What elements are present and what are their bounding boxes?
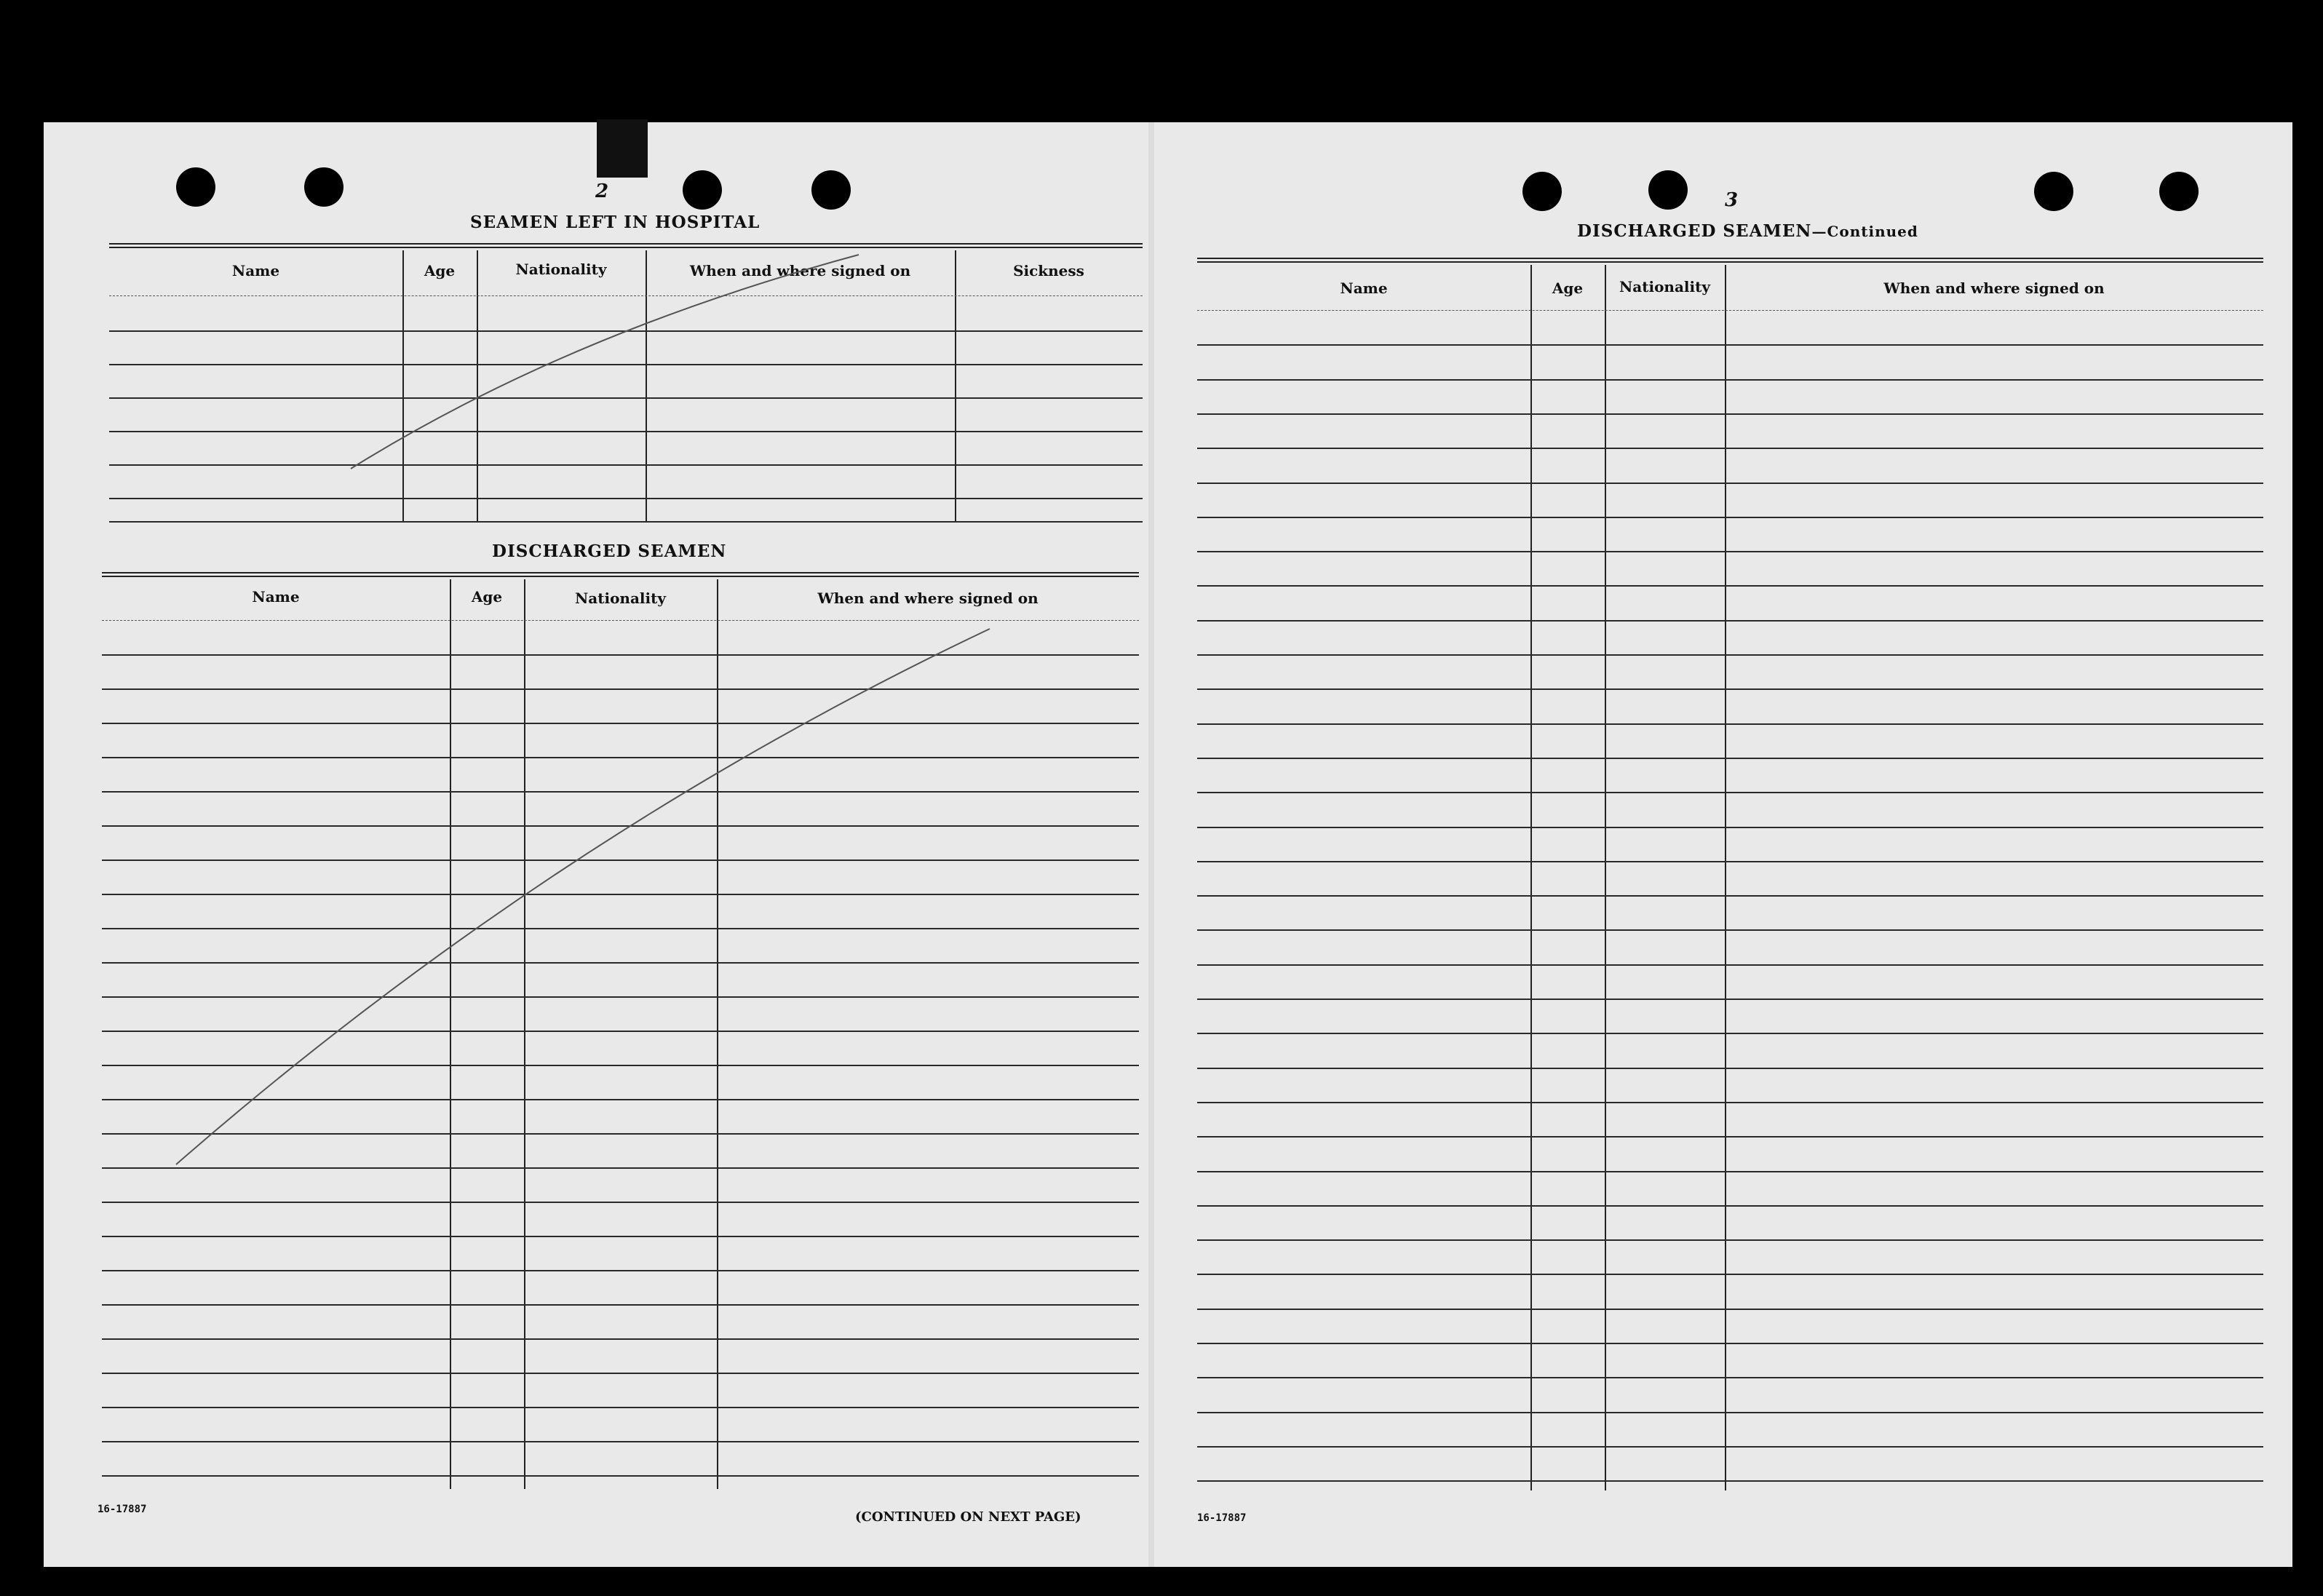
pencil-strike-mark (44, 122, 1150, 1567)
ledger-sheet (44, 122, 2292, 1567)
title-suffix: —Continued (1811, 223, 1918, 240)
table-row (1197, 448, 2263, 449)
form-code: 16-17887 (98, 1504, 147, 1515)
page-number: 2 (595, 180, 609, 202)
table-row (1197, 551, 2263, 552)
right-page (1153, 122, 2292, 1567)
table-row (1197, 861, 2263, 862)
table-row (1197, 654, 2263, 656)
column-header: Name (252, 588, 300, 606)
column-header: Age (1552, 279, 1584, 297)
punch-hole (2159, 172, 2199, 211)
continued-note: (CONTINUED ON NEXT PAGE) (855, 1509, 1081, 1525)
table-row (1197, 483, 2263, 484)
column-header: Nationality (1619, 278, 1710, 295)
left-page (44, 122, 1150, 1567)
table-row (1197, 1033, 2263, 1034)
page-number: 3 (1725, 189, 1739, 211)
table-row (1197, 379, 2263, 381)
table-row (1197, 1102, 2263, 1103)
table-row (1197, 895, 2263, 897)
section-title-hospital: SEAMEN LEFT IN HOSPITAL (470, 213, 761, 232)
table-row (1197, 827, 2263, 828)
table-row (1197, 964, 2263, 966)
table-row (1197, 1068, 2263, 1069)
table-row (1197, 310, 2263, 311)
table-row (1197, 517, 2263, 518)
column-header: Nationality (575, 589, 666, 607)
title-text: DISCHARGED SEAMEN (1577, 221, 1812, 241)
table-row (1197, 1377, 2263, 1378)
section-title-discharged: DISCHARGED SEAMEN (492, 541, 727, 561)
table-row (1197, 1171, 2263, 1172)
punch-hole (2034, 172, 2073, 211)
column-header: Age (471, 588, 503, 606)
column-header: Name (231, 262, 280, 279)
table-row (1197, 1205, 2263, 1207)
punch-hole (1648, 170, 1688, 210)
table-row (1197, 585, 2263, 587)
discharged-continued-table (1197, 258, 2263, 1509)
table-row (1197, 688, 2263, 690)
table-row (1197, 1412, 2263, 1413)
section-title-discharged-continued (1577, 221, 1918, 241)
table-row (1197, 344, 2263, 346)
table-row (1197, 758, 2263, 759)
table-row (1197, 929, 2263, 931)
table-row (1197, 413, 2263, 415)
table-row (1197, 1446, 2263, 1448)
table-top-rule (1197, 258, 2263, 263)
column-header: When and where signed on (817, 589, 1039, 607)
column-header: Sickness (1013, 262, 1084, 279)
table-row (1197, 1343, 2263, 1344)
table-row (1197, 1480, 2263, 1482)
column-header: When and where signed on (689, 262, 911, 279)
table-row (1197, 792, 2263, 793)
table-row (1197, 1239, 2263, 1241)
form-code: 16-17887 (1197, 1512, 1247, 1524)
table-row (1197, 999, 2263, 1000)
table-row (1197, 620, 2263, 622)
column-header: Name (1340, 279, 1388, 297)
column-header: Age (424, 262, 456, 279)
column-header: Nationality (515, 261, 607, 278)
column-header: When and where signed on (1883, 279, 2105, 297)
table-row (1197, 1274, 2263, 1275)
table-row (1197, 1136, 2263, 1138)
punch-hole (1522, 172, 1562, 211)
table-row (1197, 723, 2263, 725)
table-row (1197, 1309, 2263, 1310)
